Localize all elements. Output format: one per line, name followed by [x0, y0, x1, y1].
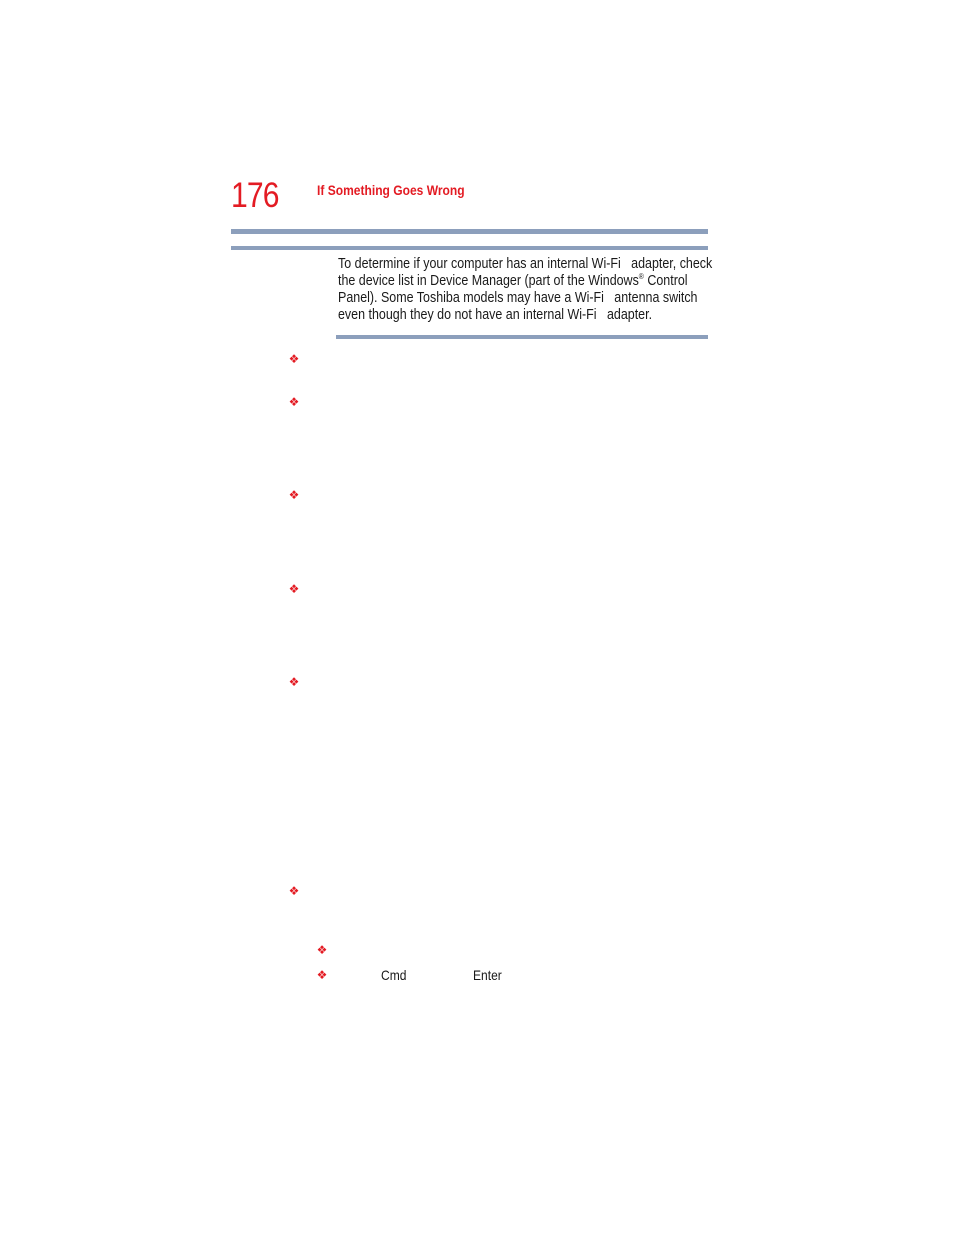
sub-bullet-icon: ❖: [316, 943, 328, 957]
note-line-2-end: Control: [643, 273, 688, 289]
enter-key-label: Enter: [473, 967, 502, 983]
note-rule: [336, 335, 708, 339]
note-line-2-start: the device list in Device Manager (part of the Windows: [338, 273, 639, 289]
note-line-4: even though they do not have an internal Wi-Fi adapter.: [338, 307, 653, 323]
bullet-icon: ❖: [288, 395, 300, 409]
note-line-3: Panel). Some Toshiba models may have a Wi-Fi antenna switch: [338, 290, 698, 306]
bullet-icon: ❖: [288, 582, 300, 596]
header-rule-top: [231, 229, 708, 234]
running-title: If Something Goes Wrong: [317, 182, 465, 198]
page-number: 176: [231, 176, 279, 215]
cmd-key-label: Cmd: [381, 967, 407, 983]
bullet-icon: ❖: [288, 352, 300, 366]
registered-mark: ®: [638, 272, 644, 281]
bullet-icon: ❖: [288, 675, 300, 689]
note-line-1: To determine if your computer has an internal Wi-Fi adapter, check: [338, 256, 713, 272]
bullet-icon: ❖: [288, 884, 300, 898]
bullet-icon: ❖: [288, 488, 300, 502]
note-line-2: [338, 272, 688, 290]
wifi-note: [338, 256, 713, 324]
header-rule-bottom: [231, 246, 708, 250]
sub-bullet-icon: ❖: [316, 968, 328, 982]
